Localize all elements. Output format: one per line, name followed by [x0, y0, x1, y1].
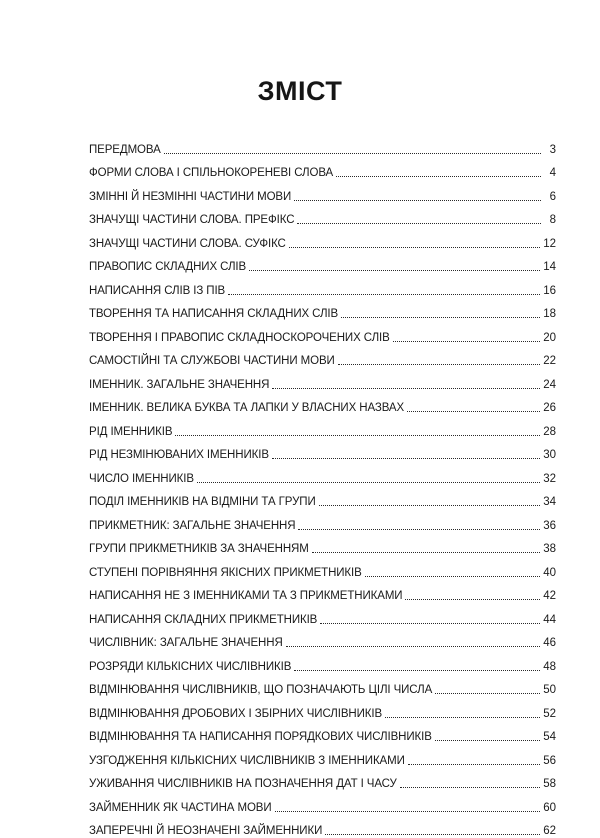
toc-dot-leader: [164, 153, 541, 154]
toc-entry-page-number: 6: [544, 190, 556, 204]
toc-entry-title: ВІДМІНЮВАННЯ ТА НАПИСАННЯ ПОРЯДКОВИХ ЧИСЛІВНИКІВ: [89, 730, 432, 744]
toc-dot-leader: [272, 388, 540, 389]
toc-entry-title: ЗМІННІ Й НЕЗМІННІ ЧАСТИНИ МОВИ: [89, 190, 291, 204]
toc-entry-title: ВІДМІНЮВАННЯ ЧИСЛІВНИКІВ, ЩО ПОЗНАЧАЮТЬ ЦІЛІ ЧИСЛА: [89, 683, 432, 697]
toc-entry: [89, 133, 556, 157]
toc-entry-page-number: 44: [543, 613, 556, 627]
toc-entry-title: РІД НЕЗМІНЮВАНИХ ІМЕННИКІВ: [89, 448, 269, 462]
toc-entry: [89, 815, 556, 838]
page-title: ЗМІСТ: [0, 76, 600, 107]
toc-entry-title: САМОСТІЙНІ ТА СЛУЖБОВІ ЧАСТИНИ МОВИ: [89, 354, 335, 368]
toc-entry-title: ПЕРЕДМОВА: [89, 143, 161, 157]
toc-entry-page-number: 26: [543, 401, 556, 415]
toc-entry-page-number: 46: [543, 636, 556, 650]
toc-entry: [89, 392, 556, 416]
toc-entry: [89, 439, 556, 463]
toc-dot-leader: [435, 693, 540, 694]
toc-entry-page-number: 48: [543, 660, 556, 674]
toc-dot-leader: [294, 200, 541, 201]
toc-dot-leader: [408, 764, 540, 765]
toc-entry: [89, 509, 556, 533]
toc-entry-page-number: 52: [543, 707, 556, 721]
toc-dot-leader: [297, 223, 541, 224]
toc-dot-leader: [435, 740, 540, 741]
toc-dot-leader: [338, 364, 541, 365]
toc-dot-leader: [365, 576, 541, 577]
toc-dot-leader: [275, 811, 541, 812]
toc-dot-leader: [249, 270, 540, 271]
toc-entry-title: УЗГОДЖЕННЯ КІЛЬКІСНИХ ЧИСЛІВНИКІВ З ІМЕННИКАМИ: [89, 754, 405, 768]
toc-dot-leader: [320, 623, 540, 624]
toc-entry: [89, 157, 556, 181]
table-of-contents: [89, 133, 556, 838]
toc-entry-title: ТВОРЕННЯ ТА НАПИСАННЯ СКЛАДНИХ СЛІВ: [89, 307, 338, 321]
toc-entry: [89, 580, 556, 604]
toc-dot-leader: [289, 247, 540, 248]
toc-entry-page-number: 58: [543, 777, 556, 791]
toc-entry-page-number: 12: [543, 237, 556, 251]
toc-entry: [89, 321, 556, 345]
toc-entry-page-number: 36: [543, 519, 556, 533]
toc-entry: [89, 768, 556, 792]
toc-dot-leader: [286, 646, 541, 647]
toc-entry-title: ЧИСЛО ІМЕННИКІВ: [89, 472, 194, 486]
toc-entry-title: ІМЕННИК. ВЕЛИКА БУКВА ТА ЛАПКИ У ВЛАСНИХ НАЗВАХ: [89, 401, 404, 415]
toc-entry: [89, 674, 556, 698]
toc-dot-leader: [336, 176, 541, 177]
toc-dot-leader: [312, 552, 540, 553]
toc-entry: [89, 462, 556, 486]
toc-entry: [89, 650, 556, 674]
toc-entry-page-number: 16: [543, 284, 556, 298]
toc-entry-title: ЧИСЛІВНИК: ЗАГАЛЬНЕ ЗНАЧЕННЯ: [89, 636, 283, 650]
toc-entry: [89, 227, 556, 251]
toc-entry-page-number: 54: [543, 730, 556, 744]
toc-entry-title: ГРУПИ ПРИКМЕТНИКІВ ЗА ЗНАЧЕННЯМ: [89, 542, 309, 556]
toc-entry-page-number: 28: [543, 425, 556, 439]
toc-dot-leader: [393, 341, 541, 342]
toc-dot-leader: [385, 717, 540, 718]
toc-entry-title: НАПИСАННЯ СКЛАДНИХ ПРИКМЕТНИКІВ: [89, 613, 317, 627]
toc-dot-leader: [298, 529, 540, 530]
toc-entry: [89, 368, 556, 392]
toc-entry: [89, 274, 556, 298]
toc-entry-page-number: 22: [543, 354, 556, 368]
toc-entry-title: ЗАПЕРЕЧНІ Й НЕОЗНАЧЕНІ ЗАЙМЕННИКИ: [89, 824, 322, 838]
toc-entry-page-number: 32: [543, 472, 556, 486]
toc-entry-title: РІД ІМЕННИКІВ: [89, 425, 172, 439]
toc-entry-page-number: 62: [543, 824, 556, 838]
toc-entry-page-number: 60: [543, 801, 556, 815]
toc-entry: [89, 627, 556, 651]
toc-dot-leader: [197, 482, 540, 483]
toc-entry: [89, 697, 556, 721]
toc-entry: [89, 791, 556, 815]
toc-entry-title: ЗНАЧУЩІ ЧАСТИНИ СЛОВА. ПРЕФІКС: [89, 213, 294, 227]
toc-dot-leader: [325, 834, 540, 835]
toc-entry: [89, 415, 556, 439]
toc-entry-page-number: 8: [544, 213, 556, 227]
toc-entry-page-number: 18: [543, 307, 556, 321]
toc-entry: [89, 180, 556, 204]
toc-entry: [89, 603, 556, 627]
toc-dot-leader: [341, 317, 540, 318]
toc-entry-page-number: 24: [543, 378, 556, 392]
toc-entry: [89, 298, 556, 322]
toc-entry-title: СТУПЕНІ ПОРІВНЯННЯ ЯКІСНИХ ПРИКМЕТНИКІВ: [89, 566, 362, 580]
toc-dot-leader: [407, 411, 540, 412]
toc-entry-page-number: 4: [544, 166, 556, 180]
toc-entry: [89, 744, 556, 768]
toc-dot-leader: [272, 458, 540, 459]
toc-entry: [89, 251, 556, 275]
toc-entry-page-number: 38: [543, 542, 556, 556]
toc-entry: [89, 345, 556, 369]
toc-dot-leader: [405, 599, 540, 600]
toc-entry: [89, 556, 556, 580]
toc-entry-page-number: 34: [543, 495, 556, 509]
toc-entry: [89, 533, 556, 557]
toc-entry-page-number: 30: [543, 448, 556, 462]
toc-entry-title: ЗАЙМЕННИК ЯК ЧАСТИНА МОВИ: [89, 801, 272, 815]
toc-entry-title: ІМЕННИК. ЗАГАЛЬНЕ ЗНАЧЕННЯ: [89, 378, 269, 392]
toc-entry: [89, 204, 556, 228]
toc-dot-leader: [175, 435, 540, 436]
toc-entry: [89, 486, 556, 510]
toc-entry-title: НАПИСАННЯ СЛІВ ІЗ ПІВ: [89, 284, 225, 298]
toc-entry-title: УЖИВАННЯ ЧИСЛІВНИКІВ НА ПОЗНАЧЕННЯ ДАТ І ЧАСУ: [89, 777, 397, 791]
toc-entry: [89, 721, 556, 745]
toc-entry-title: ПРИКМЕТНИК: ЗАГАЛЬНЕ ЗНАЧЕННЯ: [89, 519, 295, 533]
toc-entry-title: ВІДМІНЮВАННЯ ДРОБОВИХ І ЗБІРНИХ ЧИСЛІВНИКІВ: [89, 707, 382, 721]
toc-entry-title: ТВОРЕННЯ І ПРАВОПИС СКЛАДНОСКОРОЧЕНИХ СЛІВ: [89, 331, 390, 345]
toc-entry-page-number: 40: [543, 566, 556, 580]
toc-entry-page-number: 14: [543, 260, 556, 274]
toc-entry-title: ЗНАЧУЩІ ЧАСТИНИ СЛОВА. СУФІКС: [89, 237, 286, 251]
toc-entry-title: ФОРМИ СЛОВА І СПІЛЬНОКОРЕНЕВІ СЛОВА: [89, 166, 333, 180]
toc-entry-page-number: 56: [543, 754, 556, 768]
toc-entry-page-number: 3: [544, 143, 556, 157]
toc-entry-title: НАПИСАННЯ НЕ З ІМЕННИКАМИ ТА З ПРИКМЕТНИКАМИ: [89, 589, 402, 603]
toc-entry-page-number: 42: [543, 589, 556, 603]
toc-dot-leader: [228, 294, 540, 295]
toc-dot-leader: [400, 787, 541, 788]
toc-dot-leader: [294, 670, 540, 671]
toc-entry-title: ПОДІЛ ІМЕННИКІВ НА ВІДМІНИ ТА ГРУПИ: [89, 495, 316, 509]
toc-entry-title: ПРАВОПИС СКЛАДНИХ СЛІВ: [89, 260, 246, 274]
toc-dot-leader: [319, 505, 541, 506]
toc-entry-page-number: 20: [543, 331, 556, 345]
toc-entry-page-number: 50: [543, 683, 556, 697]
toc-entry-title: РОЗРЯДИ КІЛЬКІСНИХ ЧИСЛІВНИКІВ: [89, 660, 291, 674]
